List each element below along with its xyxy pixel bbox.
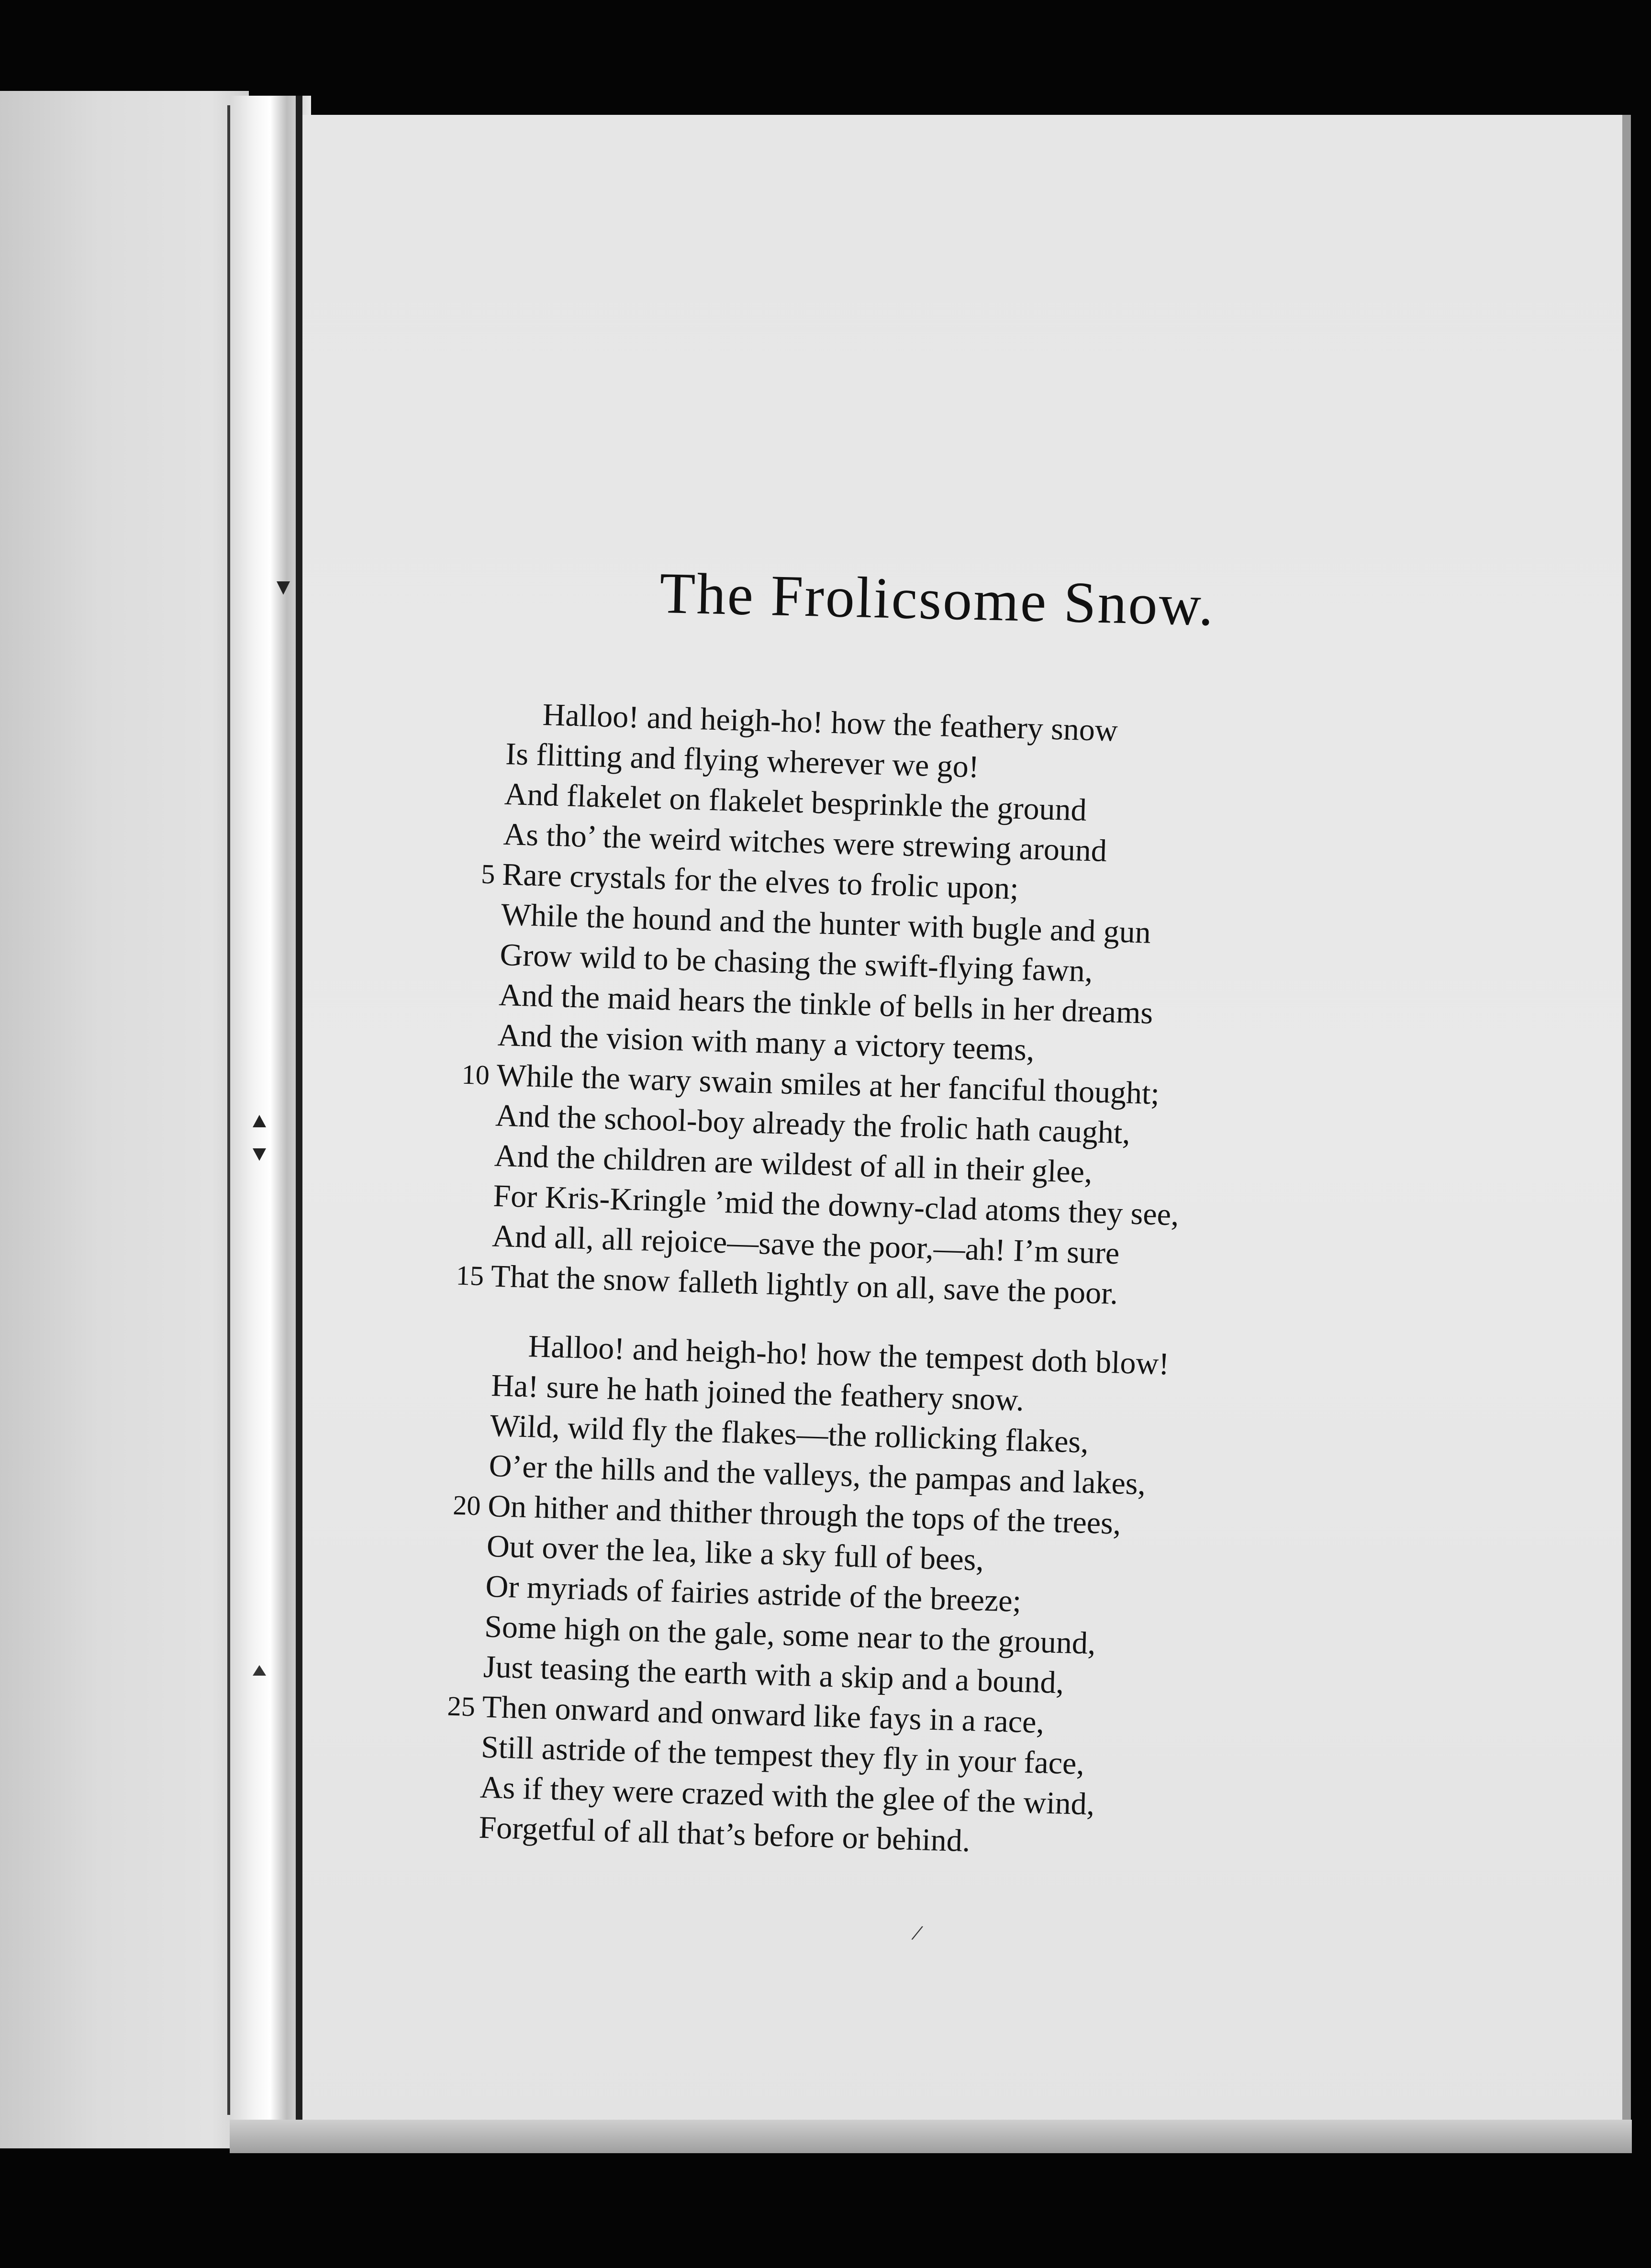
- gutter-shadow-line: [296, 96, 302, 2148]
- line-text: Just teasing the earth with a skip and a bound,: [483, 1649, 1065, 1701]
- line-text: And the school-boy already the frolic hath caught,: [495, 1098, 1131, 1151]
- line-number: 25: [446, 1690, 476, 1723]
- line-text: Grow wild to be chasing the swift-flying fawn,: [499, 937, 1093, 989]
- line-text: And flakelet on flakelet besprinkle the ground: [504, 776, 1087, 828]
- line-text: Forgetful of all that’s before or behind.: [478, 1810, 971, 1859]
- line-number: 20: [452, 1489, 481, 1522]
- left-page: [0, 91, 249, 2148]
- line-text: Halloo! and heigh-ho! how the feathery snow: [542, 697, 1118, 748]
- line-text: And all, all rejoice—save the poor,—ah! I’m sure: [491, 1218, 1120, 1271]
- gutter-fold-line: [227, 105, 230, 2115]
- line-text: Out over the lea, like a sky full of bees,: [486, 1528, 984, 1578]
- line-number: 15: [456, 1259, 484, 1292]
- line-text: Rare crystals for the elves to frolic upon;: [502, 856, 1019, 906]
- line-text: Then onward and onward like fays in a race,: [481, 1689, 1045, 1740]
- line-number: 10: [461, 1058, 490, 1091]
- binding-thread-mark: [253, 1665, 266, 1676]
- stanza-2: [446, 1325, 1170, 1867]
- page-bottom-edge: [230, 2120, 1632, 2153]
- line-text: Wild, wild fly the flakes—the rollicking flakes,: [490, 1408, 1089, 1460]
- stanza-1: [456, 694, 1193, 1316]
- stray-ink-mark: /: [909, 1919, 926, 1946]
- line-text: That the snow falleth lightly on all, save the poor.: [490, 1258, 1119, 1312]
- poem-title: The Frolicsome Snow.: [658, 560, 1216, 638]
- line-text: Ha! sure he hath joined the feathery snow.: [491, 1367, 1025, 1418]
- binding-thread-mark: [277, 581, 290, 595]
- line-text: And the vision with many a victory teems,: [497, 1017, 1035, 1068]
- binding-thread-mark: [253, 1148, 266, 1161]
- line-text: O’er the hills and the valleys, the pampas and lakes,: [488, 1448, 1147, 1502]
- line-text: Halloo! and heigh-ho! how the tempest doth blow!: [527, 1329, 1170, 1382]
- line-text: Still astride of the tempest they fly in your face,: [480, 1729, 1085, 1781]
- line-text: While the wary swain smiles at her fanciful thought;: [496, 1057, 1160, 1112]
- line-text: On hither and thither through the tops of the trees,: [487, 1488, 1122, 1541]
- line-text: Some high on the gale, some near to the ground,: [484, 1609, 1096, 1661]
- line-text: As tho’ the weird witches were strewing around: [502, 816, 1107, 869]
- line-text: For Kris-Kringle ’mid the downy-clad atoms they see,: [492, 1178, 1180, 1233]
- line-text: As if they were crazed with the glee of the wind,: [480, 1769, 1095, 1822]
- page-edge: [1622, 115, 1631, 2148]
- line-text: And the maid hears the tinkle of bells in her dreams: [498, 977, 1154, 1031]
- line-text: While the hound and the hunter with bugle and gun: [501, 897, 1151, 950]
- line-text: Is flitting and flying wherever we go!: [505, 736, 980, 785]
- line-text: And the children are wildest of all in their glee,: [494, 1138, 1093, 1190]
- line-number: 5: [480, 858, 496, 890]
- line-text: Or myriads of fairies astride of the breeze;: [485, 1568, 1022, 1619]
- binding-thread-mark: [253, 1115, 266, 1127]
